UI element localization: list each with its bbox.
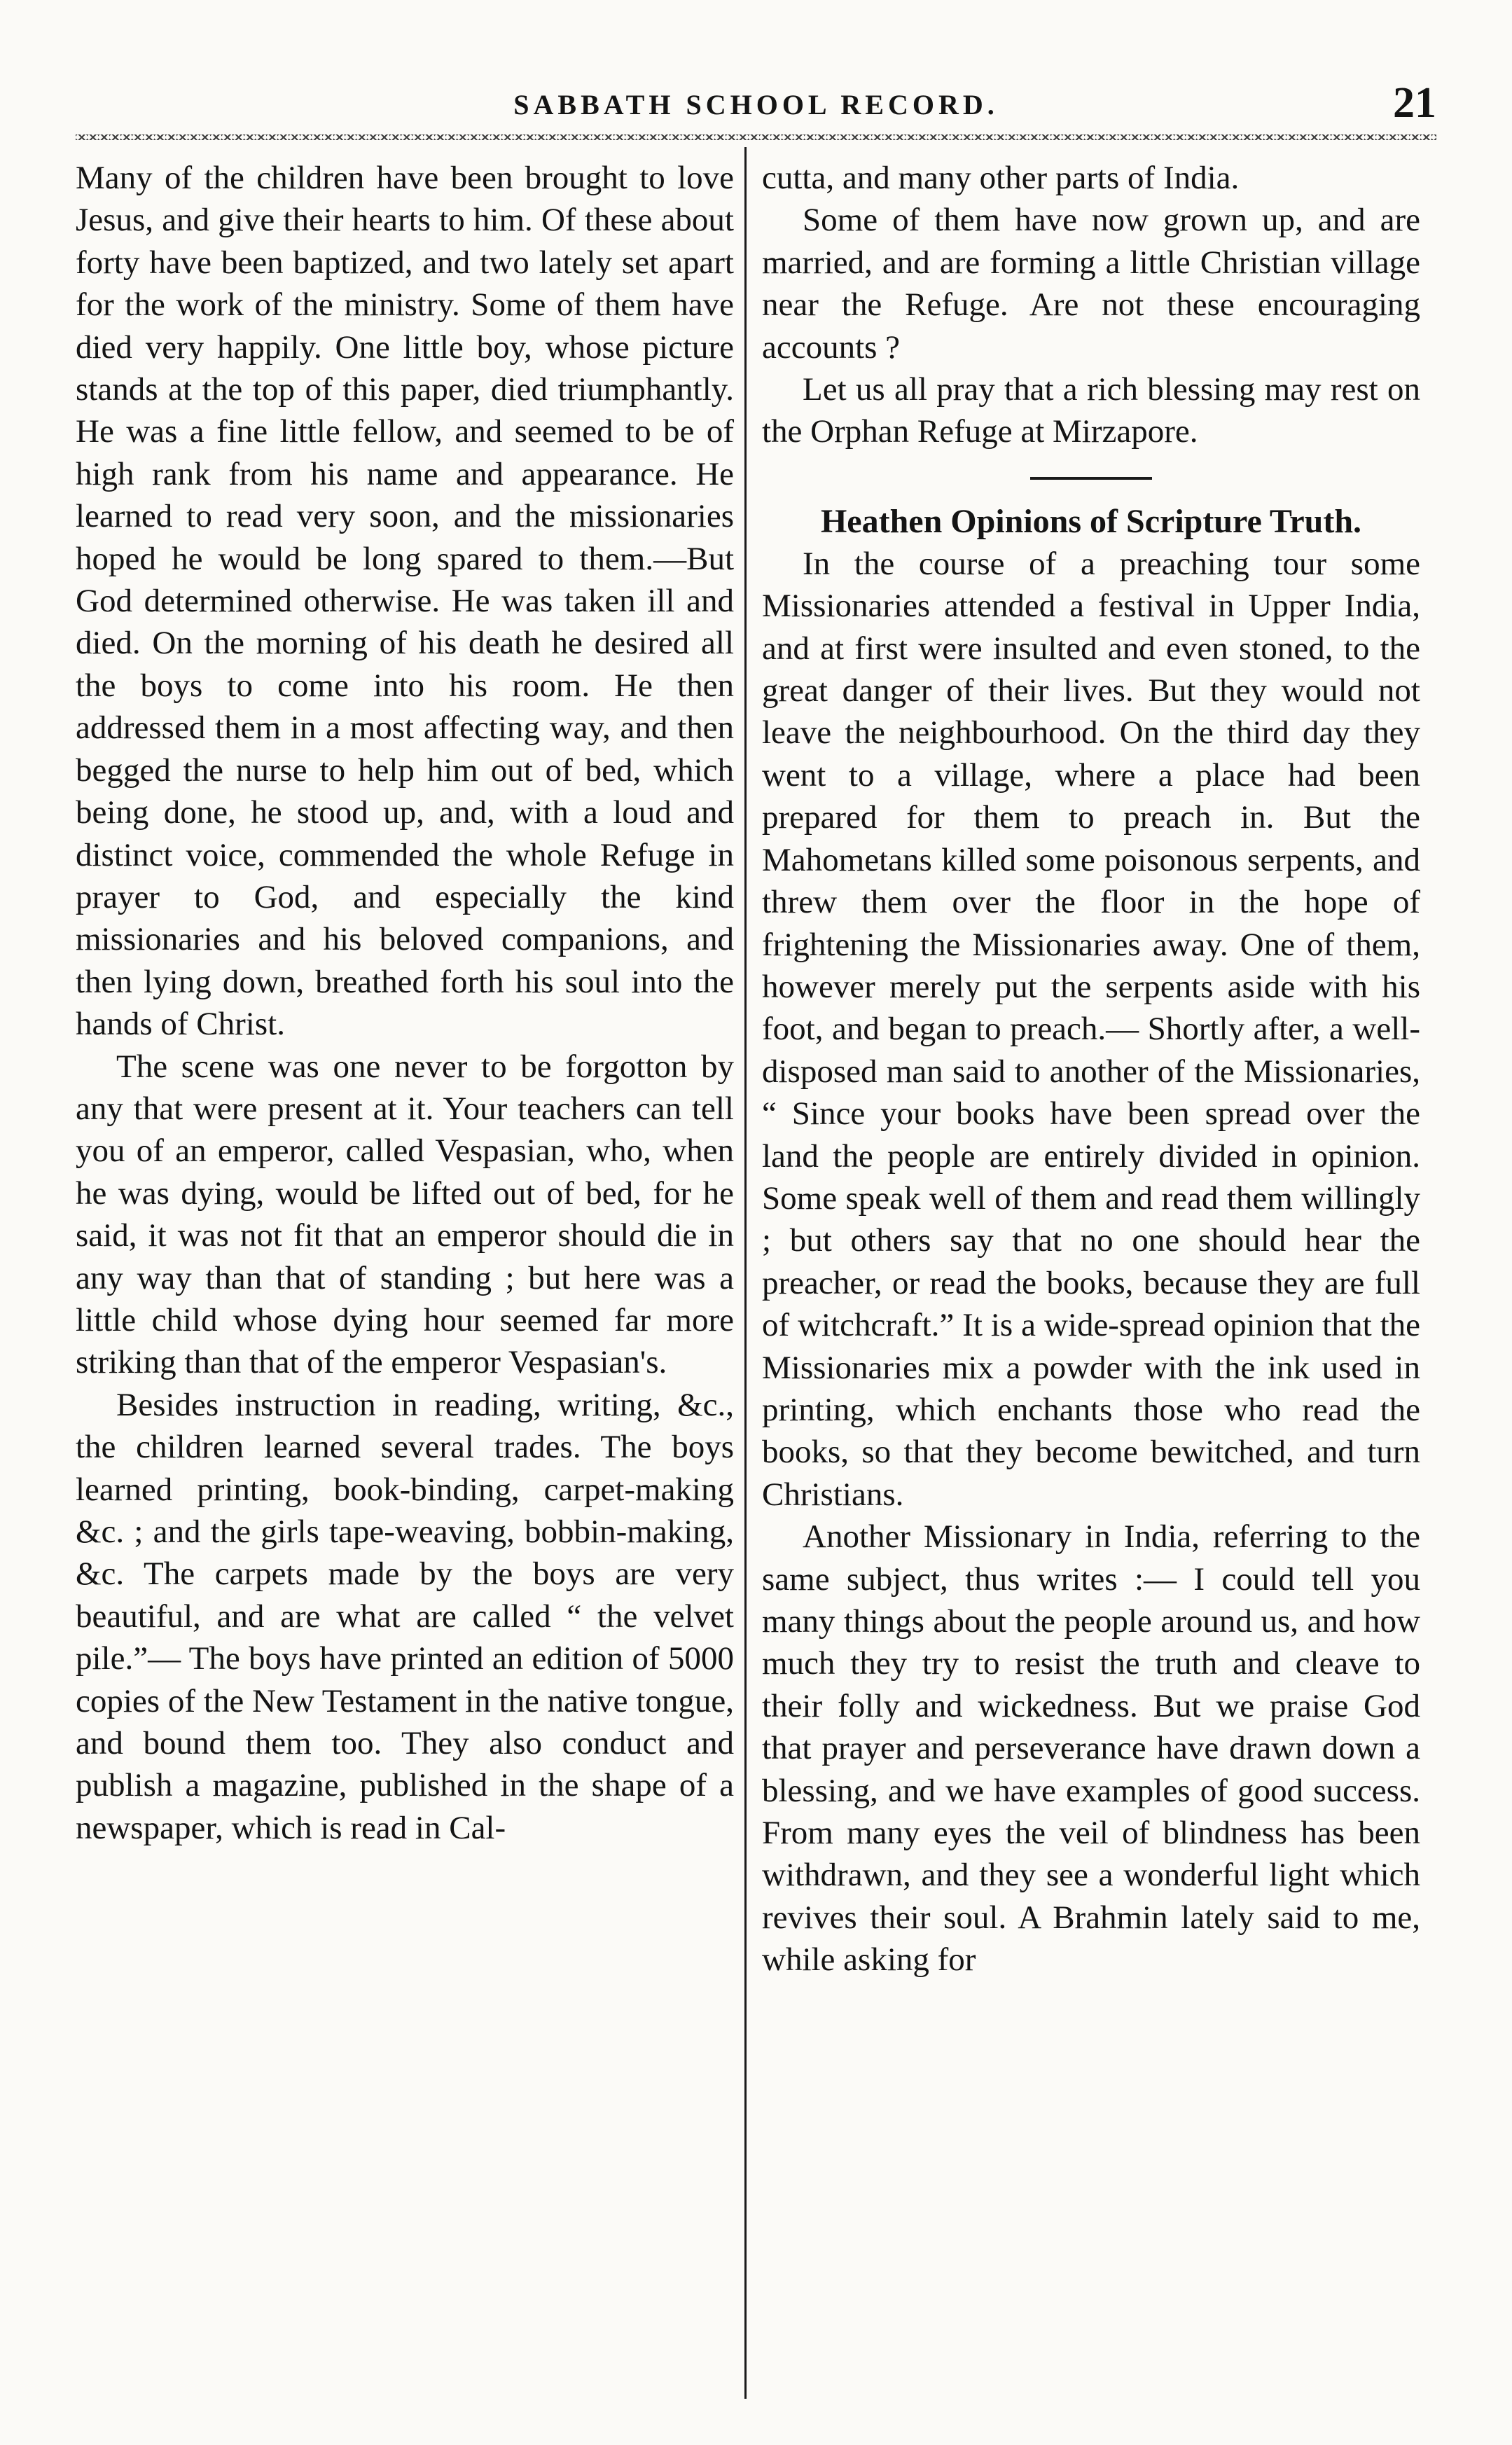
page-number: 21: [1393, 79, 1436, 127]
header-wavy-rule: [76, 134, 1436, 140]
paragraph: In the course of a preaching tour some Missionaries attended a festival in Upper India, and at first were insulted and even stoned, to the great danger of their lives. But they would not leave the neighbourhood. On the third day they went to a village, where a place had been prepared for them to preach in. But the Mahometans killed some poisonous serpents, and threw them over the floor in the hope of frightening the Missionaries away. One of them, however merely put the serpents aside with his foot, and began to preach.— Shortly after, a well-disposed man said to another of the Missionaries, “ Since your books have been spread over the land the people are entirely divided in opinion. Some speak well of them and read them willingly ; but others say that no one should hear the preacher, or read the books, because they are full of witchcraft.” It is a wide-spread opinion that the Missionaries mix a powder with the ink used in printing, which enchants those who read the books, so that they become bewitched, and turn Christians.: [762, 545, 1420, 1513]
running-title: SABBATH SCHOOL RECORD.: [513, 89, 999, 120]
paragraph: Another Missionary in India, referring to the same subject, thus writes :— I could tell you many things about the people around us, and how much they try to resist the truth and cleave to their folly and wickedness. But we praise God that prayer and perseverance have drawn down a blessing, and we have examples of good success. From many eyes the veil of blindness has been withdrawn, and they see a wonderful light which revives their soul. A Brahmin lately said to me, while asking for: [762, 1518, 1420, 1979]
paragraph: cutta, and many other parts of India.: [762, 160, 1240, 196]
paragraph: The scene was one never to be forgotton by any that were present at it. Your teachers can tell you of an emperor, called Vespasian, who, when he was dying, would be lifted out of bed, for he said, it was not fit that an emperor should die in any way than that of standing ; but here was a little child whose dying hour seemed far more striking than that of the emperor Vespasian's.: [76, 1048, 734, 1381]
column-divider: [744, 147, 747, 2399]
left-column: [76, 157, 734, 1849]
paragraph: Many of the children have been brought to love Jesus, and give their hearts to him. Of these about forty have been baptized, and two lately set apart for the work of the ministry. Some of them have died very happily. One little boy, whose picture stands at the top of this paper, died triumphantly. He was a fine little fellow, and seemed to be of high rank from his name and appearance. He learned to read very soon, and the missionaries hoped he would be long spared to them.—But God determined otherwise. He was taken ill and died. On the morning of his death he desired all the boys to come into his room. He then addressed them in a most affecting way, and then begged the nurse to help him out of bed, which being done, he stood up, and, with a loud and distinct voice, commended the whole Refuge in prayer to God, and especially the kind missionaries and his beloved companions, and then lying down, breathed forth his soul into the hands of Christ.: [76, 160, 734, 1043]
paragraph: Let us all pray that a rich blessing may rest on the Orphan Refuge at Mirzapore.: [762, 371, 1420, 450]
paragraph: Besides instruction in reading, writing, &c., the children learned several trades. The boys learned printing, book-binding, carpet-making &c. ; and the girls tape-weaving, bobbin-making, &c. The carpets made by the boys are very beautiful, and are what are called “ the velvet pile.”— The boys have printed an edition of 5000 copies of the New Testament in the native tongue, and bound them too. They also conduct and publish a magazine, published in the shape of a newspaper, which is read in Cal-: [76, 1386, 734, 1846]
right-column: [762, 157, 1420, 1981]
page-header: [76, 78, 1436, 127]
section-heading: Heathen Opinions of Scripture Truth.: [820, 502, 1362, 540]
paragraph: Some of them have now grown up, and are married, and are forming a little Christian village near the Refuge. Are not these encouraging accounts ?: [762, 202, 1420, 366]
section-divider: [1030, 477, 1152, 480]
